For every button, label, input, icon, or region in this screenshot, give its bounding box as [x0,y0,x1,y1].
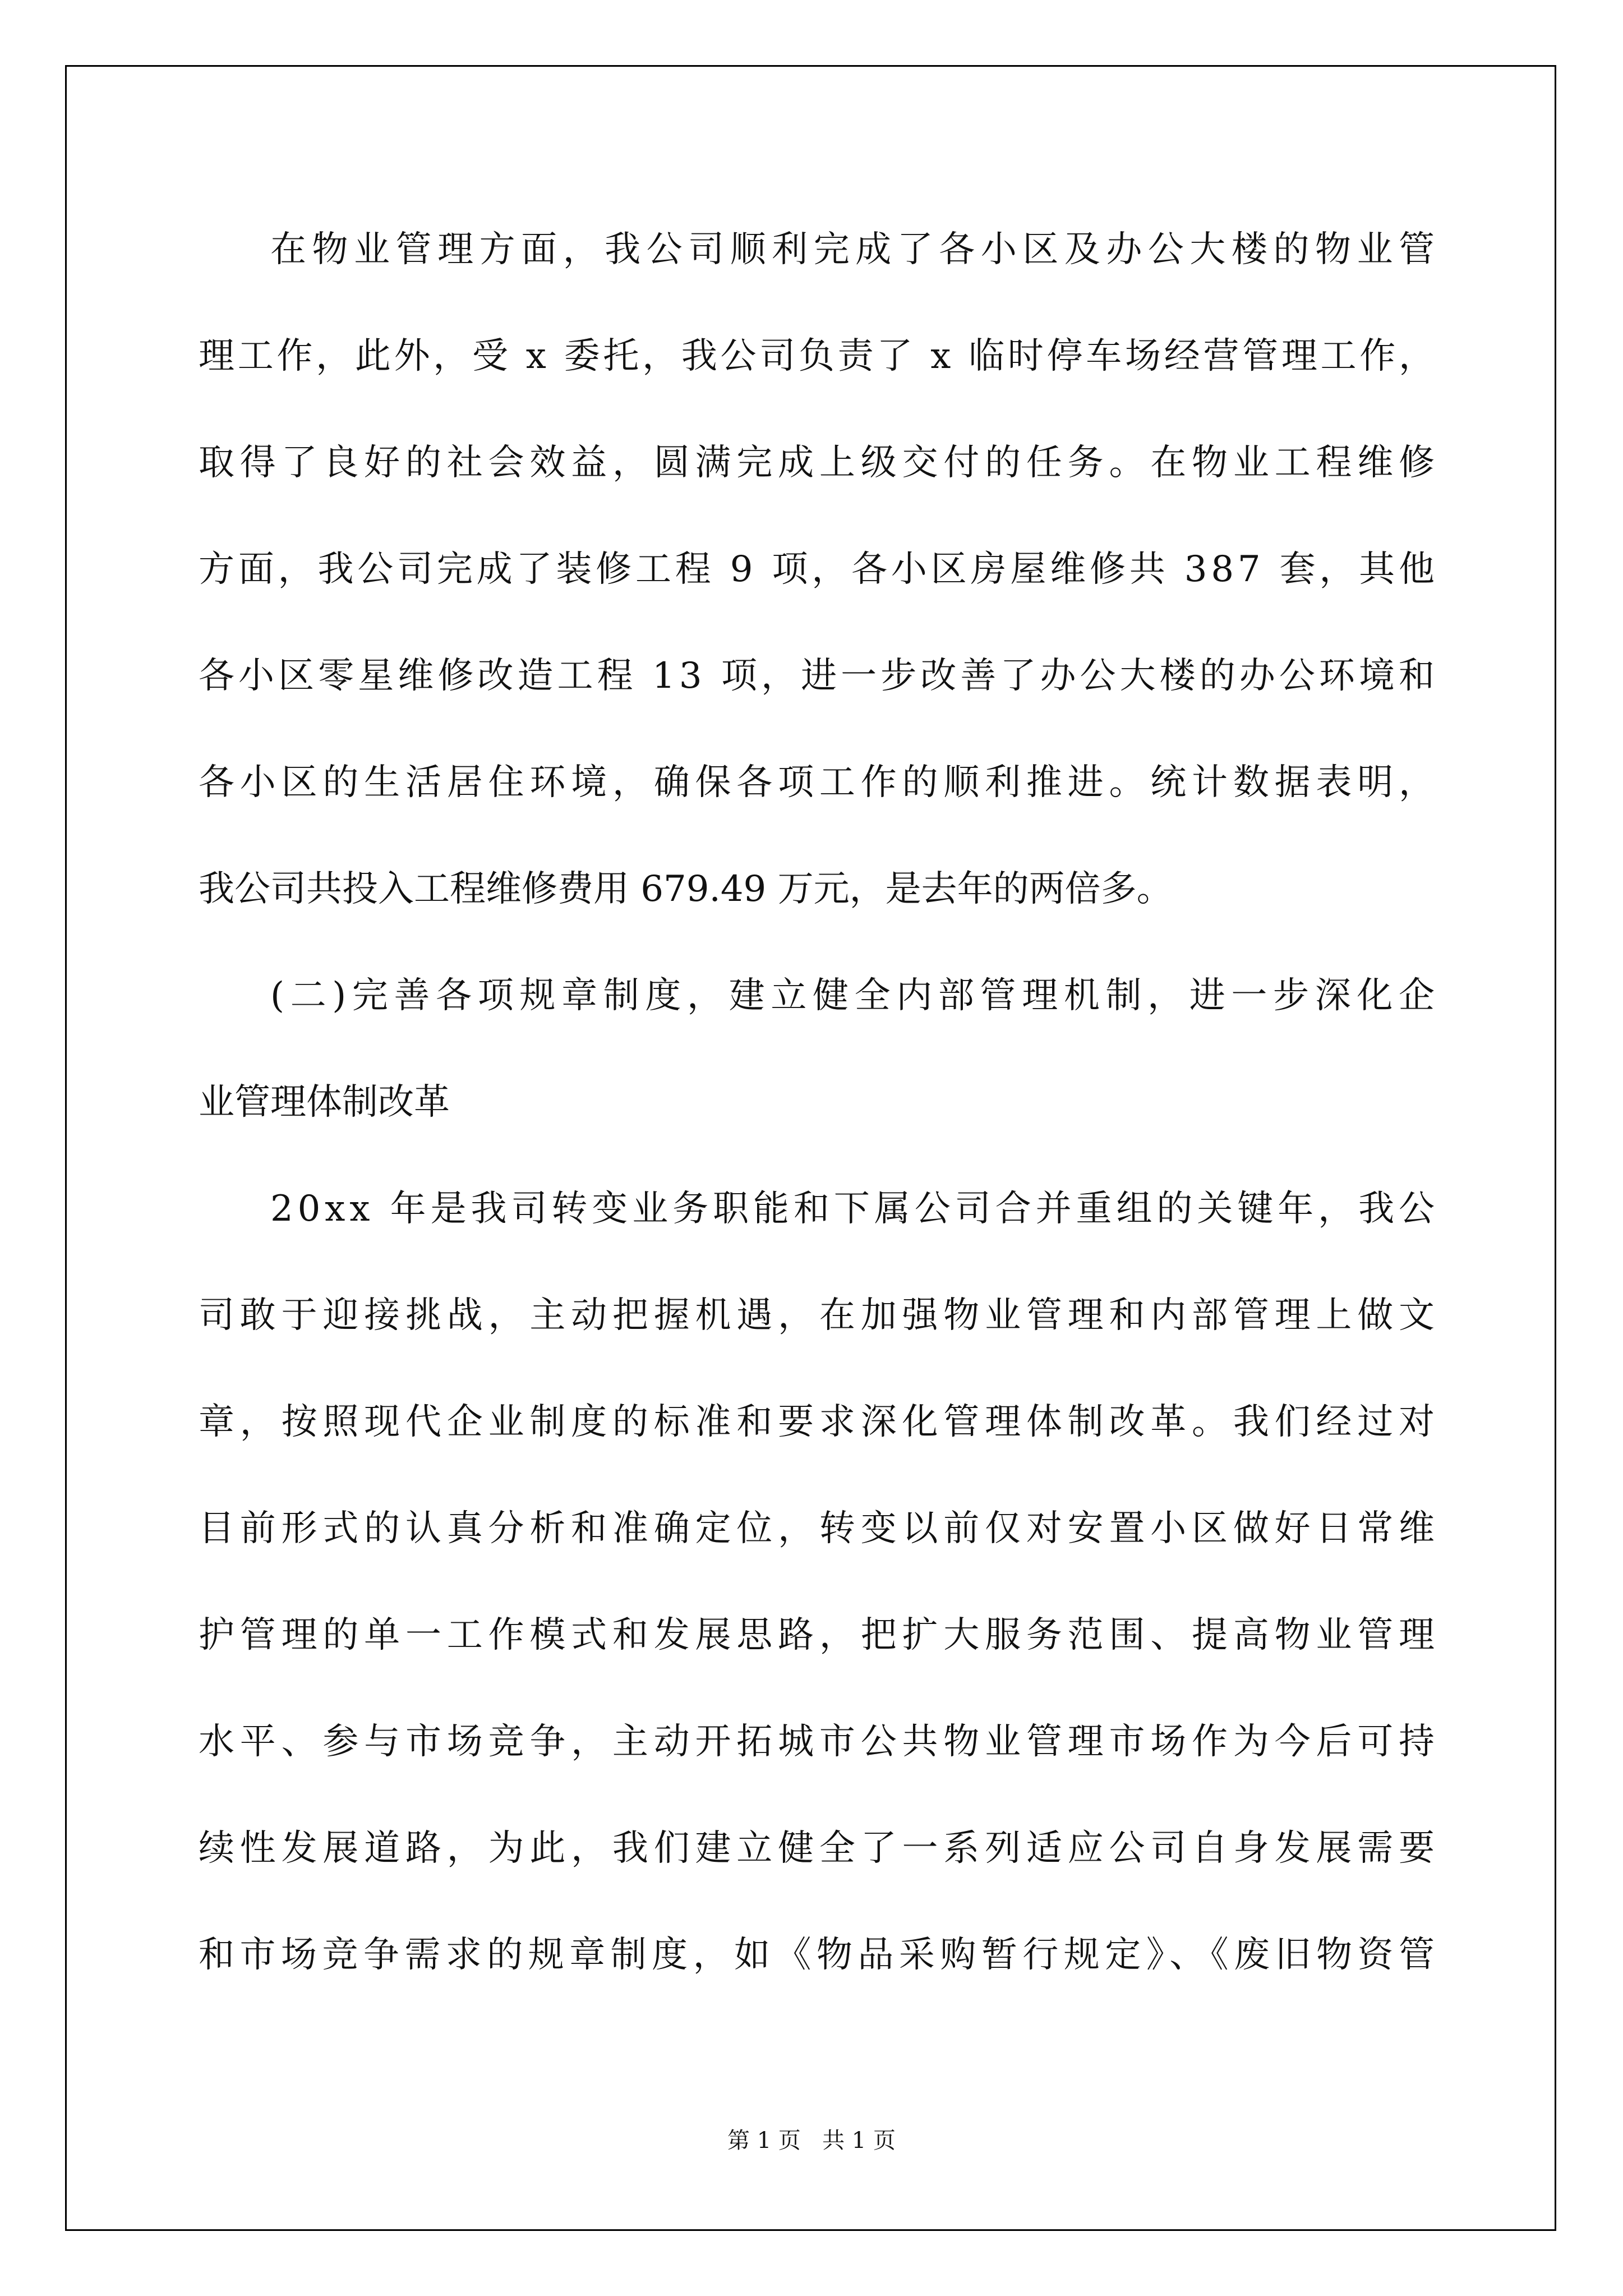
text-line: 续性发展道路，为此，我们建立健全了一系列适应公司自身发展需要 [199,1828,1440,1869]
text-line: 和市场竞争需求的规章制度，如《物品采购暂行规定》、《废旧物资管 [199,1934,1440,1976]
text-line: 司敢于迎接挑战，主动把握机遇，在加强物业管理和内部管理上做文 [199,1295,1440,1336]
text-line: 我公司共投入工程维修费用 679.49 万元，是去年的两倍多。 [199,868,1173,910]
text-line: 在物业管理方面，我公司顺利完成了各小区及办公大楼的物业管 [270,229,1441,270]
text-line: 各小区的生活居住环境，确保各项工作的顺利推进。统计数据表明， [199,762,1440,803]
text-line: 目前形式的认真分析和准确定位，转变以前仅对安置小区做好日常维 [199,1508,1440,1549]
text-line: 取得了良好的社会效益，圆满完成上级交付的任务。在物业工程维修 [199,442,1440,484]
text-line: 各小区零星维修改造工程 13 项，进一步改善了办公大楼的办公环境和 [199,655,1439,697]
text-line: 章，按照现代企业制度的标准和要求深化管理体制改革。我们经过对 [199,1401,1440,1443]
page-number-footer: 第 1 页 共 1 页 [727,2128,896,2154]
section-heading-line: (二)完善各项规章制度，建立健全内部管理机制，进一步深化企 [270,975,1441,1016]
section-heading-line: 业管理体制改革 [199,1082,450,1123]
text-line: 理工作，此外，受 x 委托，我公司负责了 x 临时停车场经营管理工作， [199,335,1438,377]
text-line: 方面，我公司完成了装修工程 9 项，各小区房屋维修共 387 套，其他 [199,549,1438,590]
text-line: 20xx 年是我司转变业务职能和下属公司合并重组的关键年，我公 [270,1188,1439,1230]
text-line: 水平、参与市场竞争，主动开拓城市公共物业管理市场作为今后可持 [199,1721,1440,1763]
document-body [199,196,1441,2008]
text-line: 护管理的单一工作模式和发展思路，把扩大服务范围、提高物业管理 [199,1614,1440,1656]
